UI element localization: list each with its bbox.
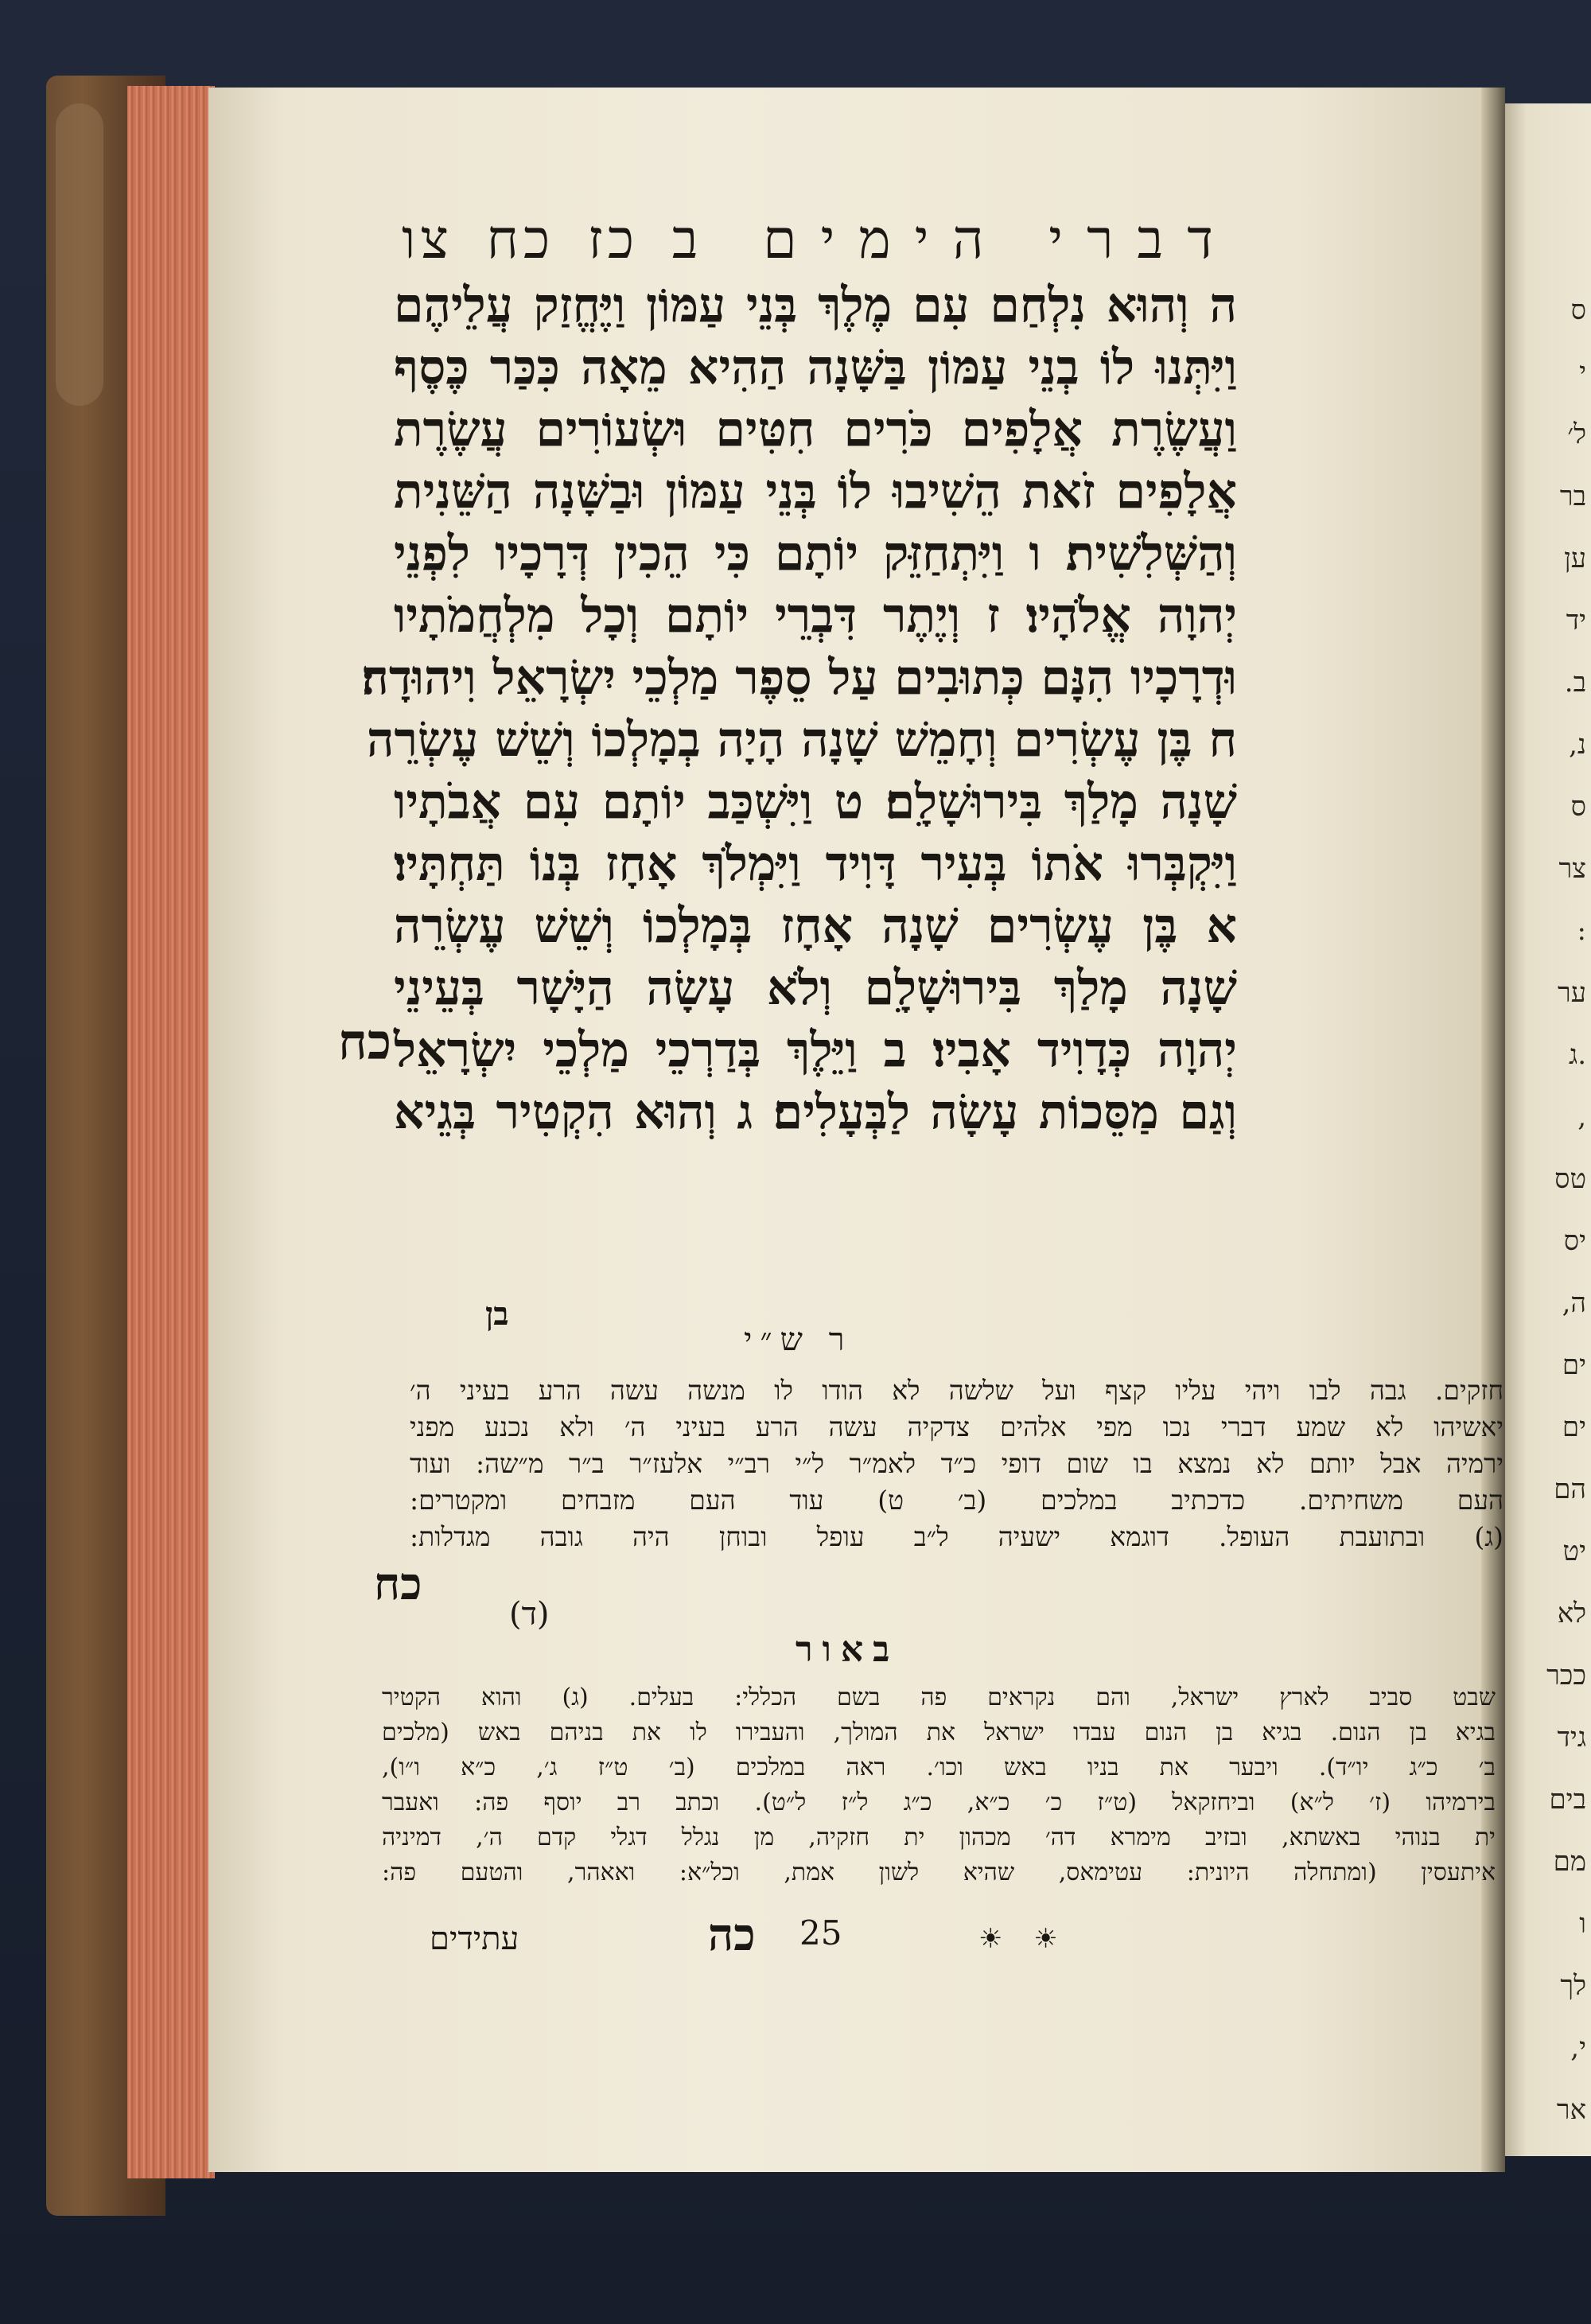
cover-wear-spot (56, 103, 103, 406)
right-page-text-fragment: , (1577, 1101, 1586, 1133)
rashi-line: יאשיהו לא שמע דברי נכו מפי אלהים צדקיה עשה הרע בעיני ה׳ ולא נכנע מפני (410, 1411, 1503, 1442)
main-text-line: ח בֶּן עֶשְׂרִים וְחָמֵשׁ שָׁנָה הָיָה בְמָלְכוֹ וְשֵׁשׁ עֶשְׂרֵה (366, 712, 1237, 768)
right-page-text-fragment: ב. (1564, 667, 1586, 699)
right-page-text-fragment: ככר (1546, 1660, 1586, 1691)
header-chapter-right: כז (587, 208, 640, 271)
right-page-text-fragment: ל׳ (1567, 418, 1586, 450)
right-page-text-fragment: בים (1549, 1784, 1586, 1816)
page-edges (127, 86, 215, 2178)
header-page-number: צו (402, 208, 454, 271)
right-page-text-fragment: טס (1554, 1163, 1586, 1195)
right-page-text-fragment: אר (1556, 2094, 1586, 2126)
rashi-line: ירמיה אבל יותם לא נמצא בו שום דופי כ״ד לאמ״ר ל״י רב״י אלעז״ר ב״ר מ״שה: ועוד (410, 1448, 1503, 1479)
main-catchword: בן (485, 1295, 509, 1333)
main-text-line: וְגַם מַסֵּכוֹת עָשָׂה לַבְּעָלִים׃ ג וְהוּא הִקְטִיר בְּגֵיא (394, 1084, 1237, 1140)
main-text-line: וּדְרָכָיו הִנָּם כְּתוּבִים עַל סֵפֶר מַלְכֵי יִשְׂרָאֵל וִיהוּדָה׃ (361, 650, 1237, 706)
right-page-text-fragment: נ, (1569, 729, 1586, 761)
right-page-text-fragment: ים (1562, 1411, 1586, 1443)
main-text-line: א בֶּן עֶשְׂרִים שָׁנָה אָחָז בְּמָלְכוֹ וְשֵׁשׁ עֶשְׂרֵה (394, 898, 1237, 954)
rashi-line: חזקים. גבה לבו ויהי עליו קצף ועל שלשה לא הודו לו מנשה עשה הרע בעיני ה׳ (410, 1375, 1503, 1406)
biur-commentary (382, 1680, 1496, 1890)
right-page-text-fragment: לא (1557, 1598, 1586, 1629)
right-page-text-fragment: יט (1562, 1536, 1586, 1567)
footer-catchword: עתידים (430, 1921, 519, 1957)
main-text-line: יְהוָה כְּדָוִיד אָבִיו׃ ב וַיֵּלֶךְ בְּדַרְכֵי מַלְכֵי יִשְׂרָאֵל (394, 1022, 1237, 1078)
right-page-text-fragment: לך (1560, 1970, 1586, 2002)
header-chapter-left: כח (486, 208, 555, 271)
right-page-text-fragment: ס (1570, 294, 1586, 326)
right-page-text-fragment: הם (1554, 1473, 1586, 1505)
biur-heading: באור (796, 1629, 900, 1670)
right-page-text-fragment: יד (1566, 605, 1586, 636)
biur-line: שבט סביב לארץ ישראל, והם נקראים פה בשם הכללי: בעלים. (ג) והוא הקטיר (382, 1684, 1496, 1711)
right-page-text-fragment: ער (1558, 977, 1586, 1009)
right-page-text-fragment: יס (1563, 1225, 1586, 1257)
page-footer (430, 1909, 1448, 1961)
main-text-line: אֲלָפִים זֹאת הֵשִׁיבוּ לוֹ בְּנֵי עַמּוֹן וּבַשָּׁנָה הַשֵּׁנִית (394, 464, 1237, 520)
right-page-text-fragment: ו (1579, 1908, 1586, 1940)
rashi-chapter-marker: כח (374, 1558, 422, 1610)
rashi-line: העם משחיתים. כדכתיב במלכים (ב׳ ט) עוד העם מזבחים ומקטרים: (410, 1485, 1503, 1516)
right-page-text-fragment: י, (1570, 2032, 1586, 2064)
right-page-text-fragment: ען (1564, 543, 1586, 574)
running-header (402, 208, 1237, 271)
right-page-fragment (1505, 103, 1591, 2156)
chapter-marker: כח (338, 1013, 391, 1071)
main-text-line: יְהוָה אֱלֹהָיו׃ ז וְיֶתֶר דִּבְרֵי יוֹתָם וְכָל מִלְחֲמֹתָיו (394, 588, 1237, 644)
rashi-heading: ר ש״י (744, 1322, 853, 1358)
main-text-line: ה וְהוּא נִלְחַם עִם מֶלֶךְ בְּנֵי עַמּוֹן וַיֶּחֱזַק עֲלֵיהֶם (394, 278, 1237, 333)
header-title: דברי הימים ב (671, 208, 1237, 271)
main-text-line: שָׁנָה מָלַךְ בִּירוּשָׁלִָם׃ ט וַיִּשְׁכַּב יוֹתָם עִם אֲבֹתָיו (394, 774, 1237, 830)
biur-line: בגיא בן הנום. בגיא בן הנום עבדו ישראל את המולך, והעבירו לו את בניהם באש (מלכים (382, 1719, 1496, 1746)
main-text-line: וַיִּקְבְּרוּ אֹתוֹ בְּעִיר דָּוִיד וַיִּמְלֹךְ אָחָז בְּנוֹ תַּחְתָּיו׃ (394, 836, 1237, 892)
signature-number: 25 (799, 1913, 842, 1952)
rashi-line: (ג) ובתועבת העופל. דוגמא ישעיה ל״ב עופל ובוחן היה גובה מגדלות: (410, 1521, 1503, 1552)
right-page-text-fragment: ס (1570, 791, 1586, 823)
biur-line: בירמיהו (ז׳ ל״א) וביחזקאל (ט״ז כ׳ כ״א, כ״ג ל״ז ל״ט). וכתב רב יוסף פה: ואעבר (382, 1789, 1496, 1816)
right-page-text-fragment: : (1577, 915, 1586, 947)
biur-line: ית בנוהי באשתא, ובזיב מימרא דה׳ מכהון ית חזקיה, מן נגלל דגלי קדם ה׳, דמיניה (382, 1824, 1496, 1851)
main-text-line: וַעֲשֶׂרֶת אֲלָפִים כֹּרִים חִטִּים וּשְׂעוֹרִים עֲשֶׂרֶת (394, 402, 1237, 457)
main-text-line: וַיִּתְּנוּ לוֹ בְנֵי עַמּוֹן בַּשָּׁנָה הַהִיא מֵאָה כִּכַּר כֶּסֶף (394, 340, 1237, 395)
biur-line: ב׳ כ״ג יו״ד). ויבער את בניו באש וכו׳. ראה במלכים (ב׳ ט״ז ג׳, כ״א ו״ו), (382, 1754, 1496, 1781)
right-page-text-fragment: ים (1562, 1349, 1586, 1381)
main-text-line: שָׁנָה מָלַךְ בִּירוּשָׁלִָם וְלֹא עָשָׂה הַיָּשָׁר בְּעֵינֵי (394, 960, 1237, 1016)
right-page-text-fragment: ה, (1562, 1287, 1586, 1319)
rashi-commentary (410, 1372, 1503, 1555)
right-page-text-fragment: מם (1553, 1846, 1586, 1878)
right-page-text-fragment: גיד (1557, 1722, 1586, 1754)
right-page-text-fragment: בר (1559, 481, 1586, 512)
right-page-text-fragment: .ג (1568, 1039, 1586, 1071)
ornament-stars: ☀ ☀ (978, 1923, 1069, 1955)
rashi-verse-marker: (ד) (509, 1596, 550, 1633)
right-page-text-fragment: י (1579, 356, 1586, 388)
biur-line: איתעסין (ומתחלה היונית: עטימאס, שהיא לשון אמת, וכל״א: ואאהר, והטעם פה: (382, 1859, 1496, 1886)
right-page-text-fragment: צר (1558, 853, 1586, 885)
main-text-line: וְהַשְּׁלִשִׁית׃ ו וַיִּתְחַזֵּק יוֹתָם כִּי הֵכִין דְּרָכָיו לִפְנֵי (394, 526, 1237, 582)
signature-hebrew: כה (708, 1909, 756, 1961)
